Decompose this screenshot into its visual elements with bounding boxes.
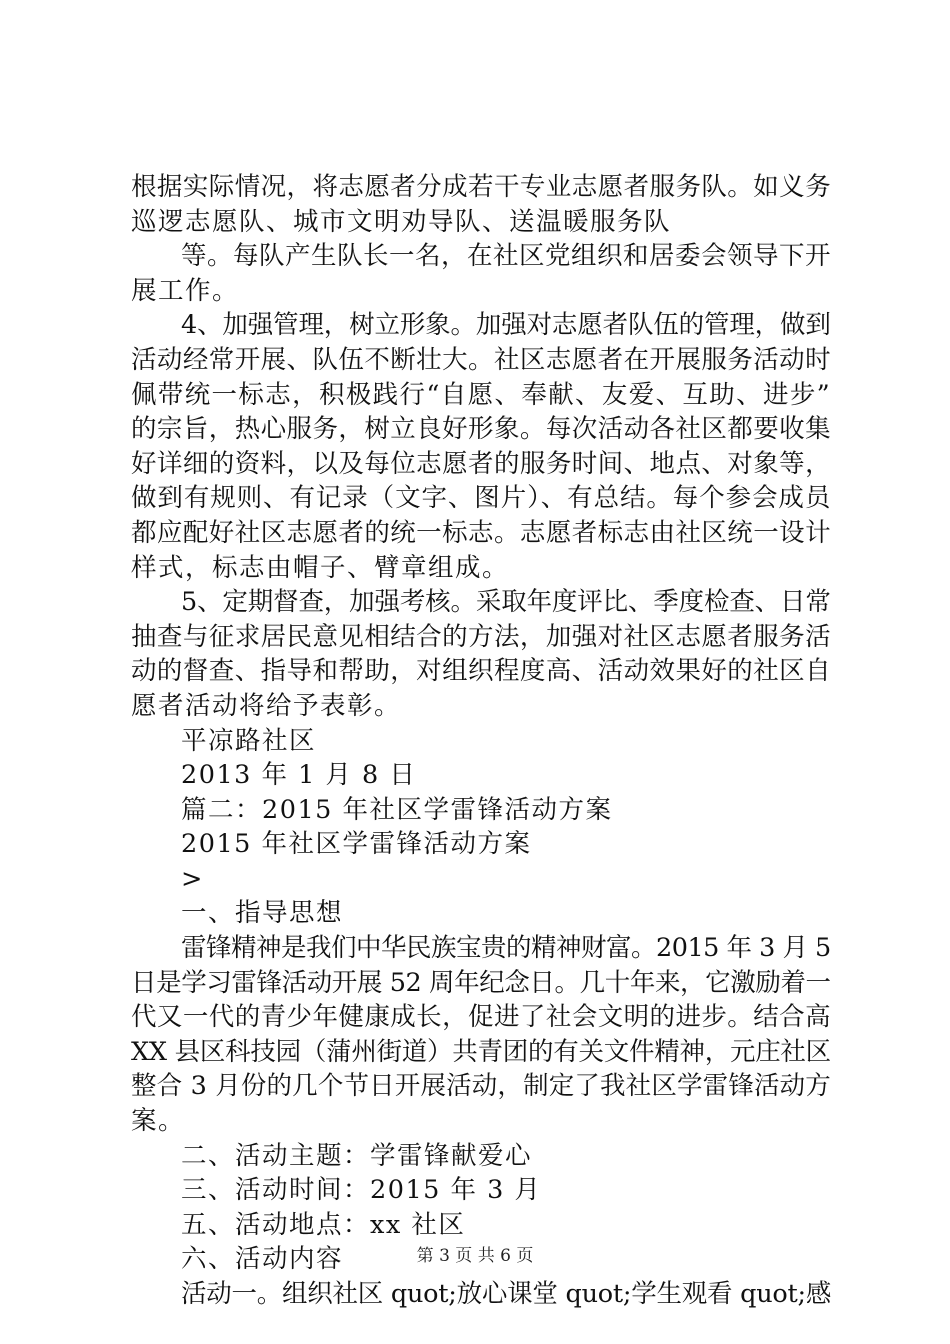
text-line: 案。	[131, 1106, 186, 1137]
text-line: 4、加强管理，树立形象。加强对志愿者队伍的管理，做到	[181, 310, 831, 341]
text-line: 愿者活动将给予表彰。	[131, 690, 402, 721]
text-line: 活动一。组织社区 quot;放心课堂 quot;学生观看 quot;感	[181, 1279, 832, 1309]
text-line: 都应配好社区志愿者的统一标志。志愿者标志由社区统一设计	[131, 517, 832, 548]
text-line: 动的督查、指导和帮助，对组织程度高、活动效果好的社区自	[131, 656, 832, 687]
text-line: 抽查与征求居民意见相结合的方法，加强对社区志愿者服务活	[131, 621, 832, 652]
text-line: 好详细的资料，以及每位志愿者的服务时间、地点、对象等，	[131, 448, 832, 479]
text-line: 平凉路社区	[181, 725, 317, 756]
text-line: 根据实际情况，将志愿者分成若干专业志愿者服务队。如义务	[131, 172, 832, 202]
text-line: 整合 3 月份的几个节日开展活动，制定了我社区学雷锋活动方	[131, 1071, 831, 1102]
text-line: 样式，标志由帽子、臂章组成。	[131, 552, 510, 583]
text-line: 活动经常开展、队伍不断壮大。社区志愿者在开展服务活动时	[131, 344, 832, 375]
text-line: 做到有规则、有记录（文字、图片）、有总结。每个参会成员	[131, 483, 832, 514]
text-line: 日是学习雷锋活动开展 52 周年纪念日。几十年来，它激励着一	[131, 967, 831, 998]
text-line: 的宗旨，热心服务，树立良好形象。每次活动各社区都要收集	[131, 414, 832, 445]
text-line: 雷锋精神是我们中华民族宝贵的精神财富。2015 年 3 月 5	[181, 933, 831, 964]
text-line: 展工作。	[131, 275, 240, 306]
document-body	[131, 170, 831, 1312]
text-line: >	[181, 863, 204, 894]
text-line: 2013 年 1 月 8 日	[181, 760, 417, 791]
text-line: 5、定期督查，加强考核。采取年度评比、季度检查、日常	[181, 587, 831, 618]
text-line: XX 县区科技园（蒲州街道）共青团的有关文件精神，元庄社区	[131, 1036, 831, 1067]
text-line: 六、活动内容	[181, 1244, 344, 1275]
text-line: 篇二：2015 年社区学雷锋活动方案	[181, 794, 613, 825]
page-number-footer: 第 3 页 共 6 页	[416, 1246, 534, 1266]
text-line: 2015 年社区学雷锋活动方案	[181, 829, 532, 860]
text-line: 等。每队产生队长一名，在社区党组织和居委会领导下开	[181, 241, 832, 272]
text-line: 三、活动时间：2015 年 3 月	[181, 1175, 542, 1206]
text-line: 一、指导思想	[181, 898, 344, 929]
text-line: 五、活动地点：xx 社区	[181, 1209, 466, 1240]
text-line: 巡逻志愿队、城市文明劝导队、送温暖服务队	[131, 206, 672, 237]
text-line: 佩带统一标志，积极践行“自愿、奉献、友爱、互助、进步”	[131, 379, 832, 410]
text-line: 二、活动主题：学雷锋献爱心	[181, 1140, 533, 1171]
text-line: 代又一代的青少年健康成长，促进了社会文明的进步。结合高	[131, 1002, 832, 1033]
